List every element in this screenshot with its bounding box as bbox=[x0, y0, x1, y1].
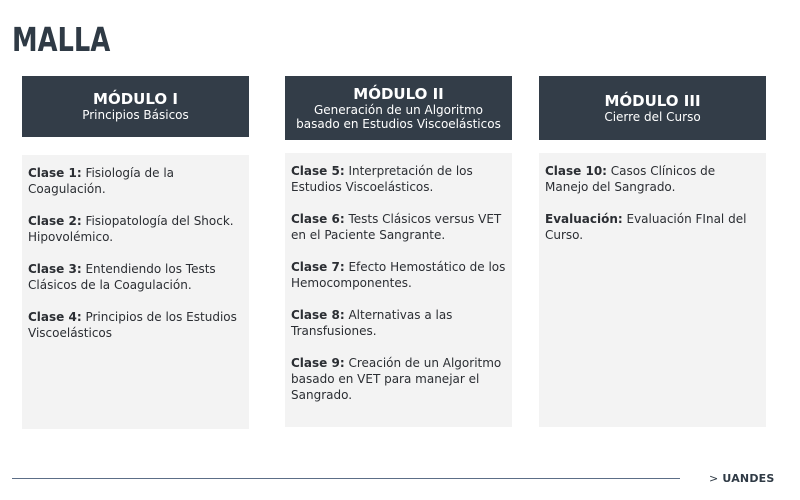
class-item bbox=[28, 261, 243, 293]
class-text: Entendiendo los Tests Clásicos de la Coagulación. bbox=[28, 262, 216, 292]
class-text: Fisiopatología del Shock. Hipovolémico. bbox=[28, 214, 234, 244]
module-1-title: MÓDULO I bbox=[93, 90, 178, 108]
class-item bbox=[545, 163, 760, 195]
class-text: Alternativas a las Transfusiones. bbox=[291, 308, 453, 338]
module-2-body bbox=[285, 153, 512, 427]
module-3-body bbox=[539, 153, 766, 427]
class-label: Evaluación: bbox=[545, 212, 623, 226]
module-1-subtitle: Principios Básicos bbox=[82, 108, 189, 122]
class-text: Casos Clínicos de Manejo del Sangrado. bbox=[545, 164, 716, 194]
class-item bbox=[291, 163, 506, 195]
class-item bbox=[291, 259, 506, 291]
module-3-subtitle: Cierre del Curso bbox=[604, 109, 701, 124]
brand-logo bbox=[709, 472, 775, 485]
chevron-right-icon: > bbox=[709, 472, 719, 485]
class-item bbox=[291, 211, 506, 243]
footer-divider bbox=[12, 478, 680, 479]
class-label: Clase 8: bbox=[291, 308, 345, 322]
class-item bbox=[28, 213, 243, 245]
module-1-header bbox=[22, 76, 249, 137]
module-2-header bbox=[285, 76, 512, 140]
class-label: Clase 6: bbox=[291, 212, 345, 226]
class-text: Tests Clásicos versus VET en el Paciente Sangrante. bbox=[291, 212, 502, 242]
class-text: Efecto Hemostático de los Hemocomponentes. bbox=[291, 260, 506, 290]
class-label: Clase 1: bbox=[28, 166, 82, 180]
class-label: Clase 3: bbox=[28, 262, 82, 276]
class-item bbox=[28, 309, 243, 341]
class-item bbox=[291, 307, 506, 339]
class-text: Evaluación FInal del Curso. bbox=[545, 212, 747, 242]
class-item bbox=[545, 211, 760, 243]
page-title: MALLA bbox=[12, 20, 111, 59]
module-2-title: MÓDULO II bbox=[353, 84, 444, 103]
class-label: Clase 7: bbox=[291, 260, 345, 274]
class-text: Creación de un Algoritmo basado en VET para manejar el Sangrado. bbox=[291, 356, 502, 402]
module-3-title: MÓDULO III bbox=[604, 91, 701, 110]
class-label: Clase 4: bbox=[28, 310, 82, 324]
class-label: Clase 2: bbox=[28, 214, 82, 228]
brand-name: UANDES bbox=[722, 472, 775, 485]
class-item bbox=[28, 165, 243, 197]
module-1-body bbox=[22, 155, 249, 429]
class-label: Clase 5: bbox=[291, 164, 345, 178]
class-label: Clase 10: bbox=[545, 164, 607, 178]
module-3-header bbox=[539, 76, 766, 140]
class-label: Clase 9: bbox=[291, 356, 345, 370]
class-text: Principios de los Estudios Viscoelásticos bbox=[28, 310, 237, 340]
class-text: Interpretación de los Estudios Viscoelásticos. bbox=[291, 164, 473, 194]
class-item bbox=[291, 355, 506, 403]
class-text: Fisiología de la Coagulación. bbox=[28, 166, 175, 196]
module-2-subtitle: Generación de un Algoritmo basado en Estudios Viscoelásticos bbox=[296, 102, 501, 131]
